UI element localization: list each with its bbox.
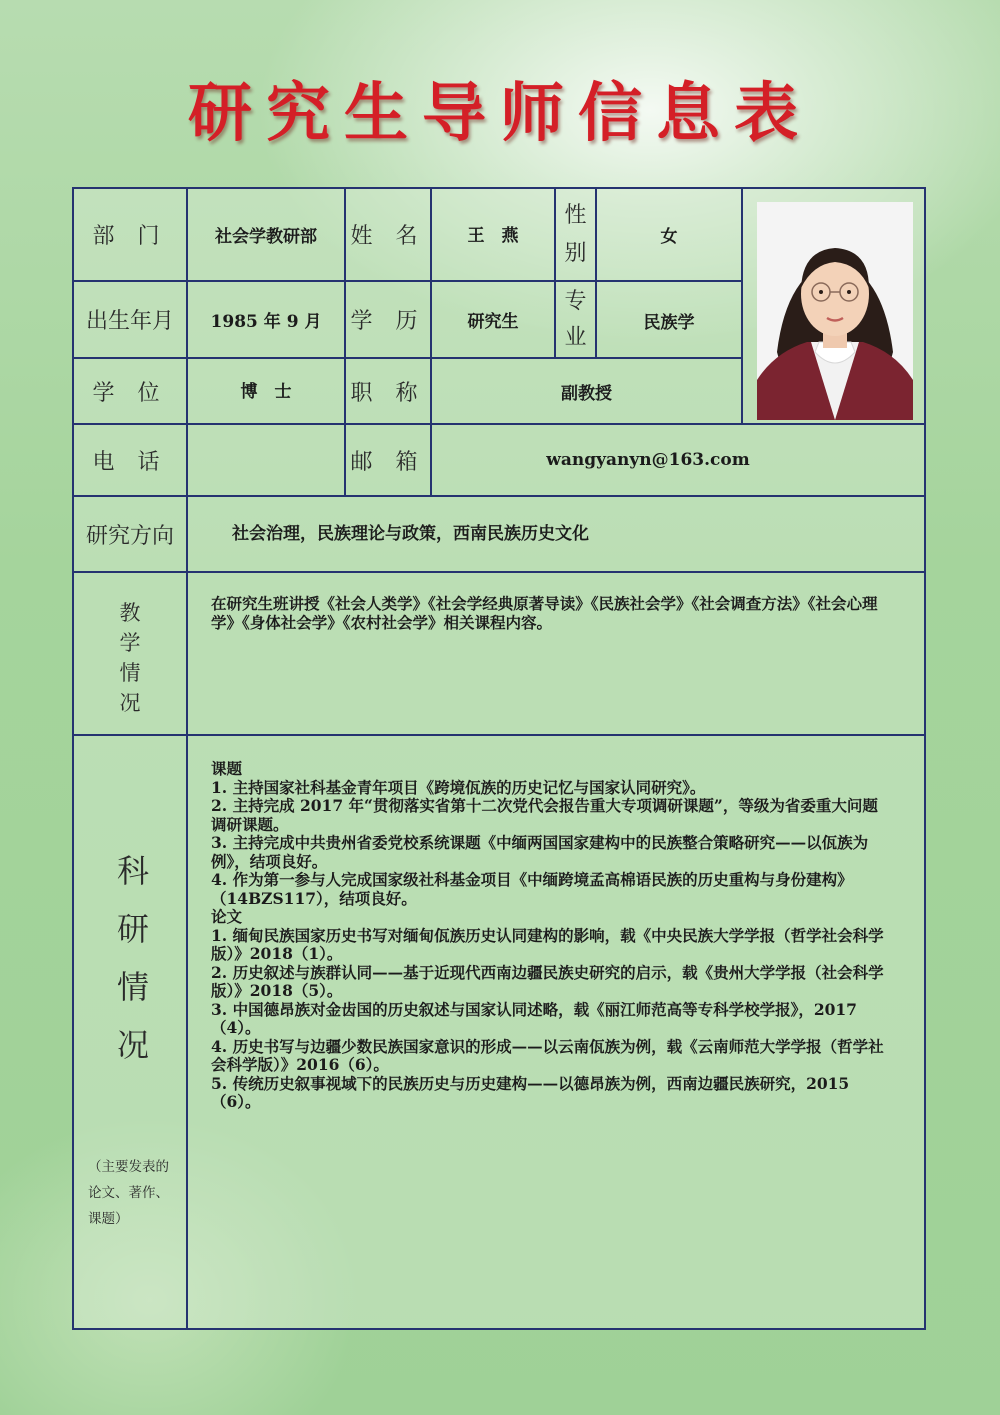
value-research: 社会治理，民族理论与政策，西南民族历史文化	[186, 495, 926, 573]
list-item: 1. 缅甸民族国家历史书写对缅甸佤族历史认同建构的影响，载《中央民族大学学报（哲学社会科学版）》2018（1）。	[211, 925, 884, 963]
page-title: 研究生导师信息表	[188, 76, 812, 151]
value-title: 副教授	[430, 357, 743, 425]
value-department: 社会学教研部	[186, 187, 346, 282]
label-education: 学 历	[344, 280, 432, 359]
section-heading: 论文	[211, 907, 243, 926]
list-item: 3. 主持完成中共贵州省委党校系统课题《中缅两国国家建构中的民族整合策略研究——以佤族为例》，结项良好。	[211, 833, 869, 871]
label-gender: 性 别	[554, 187, 597, 282]
value-gender: 女	[595, 187, 743, 282]
scientific-content	[211, 760, 891, 1112]
value-email: wangyanyn@163.com	[430, 423, 926, 497]
list-item: 1. 主持国家社科基金青年项目《跨境佤族的历史记忆与国家认同研究》。	[211, 777, 706, 797]
list-item: 2. 历史叙述与族群认同——基于近现代西南边疆民族史研究的启示，载《贵州大学学报（社会科学版）》2018（5）。	[211, 962, 884, 1000]
label-title: 职 称	[344, 357, 432, 425]
value-birth: 1985 年 9 月	[186, 280, 346, 359]
value-name: 王 燕	[430, 187, 556, 282]
label-phone: 电 话	[72, 423, 188, 497]
label-email: 邮 箱	[344, 423, 432, 497]
list-item: 4. 作为第一参与人完成国家级社科基金项目《中缅跨境孟高棉语民族的历史重构与身份建构》（14BZS117），结项良好。	[211, 870, 853, 908]
label-major: 专 业	[554, 280, 597, 359]
value-education: 研究生	[430, 280, 556, 359]
portrait-photo	[757, 202, 913, 420]
label-name: 姓 名	[344, 187, 432, 282]
list-item: 3. 中国德昂族对金齿国的历史叙述与国家认同述略，载《丽江师范高等专科学校学报》，2017（4）。	[211, 999, 857, 1037]
list-item: 4. 历史书写与边疆少数民族国家意识的形成——以云南佤族为例，载《云南师范大学学报（哲学社会科学版）》2016（6）。	[211, 1036, 884, 1074]
list-item: 5. 传统历史叙事视域下的民族历史与历史建构——以德昂族为例，西南边疆民族研究，2015（6）。	[211, 1073, 850, 1111]
label-degree: 学 位	[72, 357, 188, 425]
section-heading: 课题	[211, 759, 243, 778]
label-birth: 出生年月	[72, 280, 188, 359]
value-phone	[186, 423, 346, 497]
label-department: 部 门	[72, 187, 188, 282]
label-scientific: 科 研 情 况	[116, 852, 149, 1064]
value-degree: 博 士	[186, 357, 346, 425]
label-scientific-note: （主要发表的论文、著作、课题）	[88, 1159, 169, 1227]
label-teaching: 教 学 情 况	[119, 601, 141, 715]
value-major: 民族学	[595, 280, 743, 359]
label-research: 研究方向	[72, 495, 188, 573]
value-teaching: 在研究生班讲授《社会人类学》《社会学经典原著导读》《民族社会学》《社会调查方法》《社会心理学》《身体社会学》《农村社会学》相关课程内容。	[211, 594, 878, 632]
list-item: 2. 主持完成 2017 年“贯彻落实省第十二次党代会报告重大专项调研课题”，等级为省委重大问题调研课题。	[211, 796, 878, 834]
